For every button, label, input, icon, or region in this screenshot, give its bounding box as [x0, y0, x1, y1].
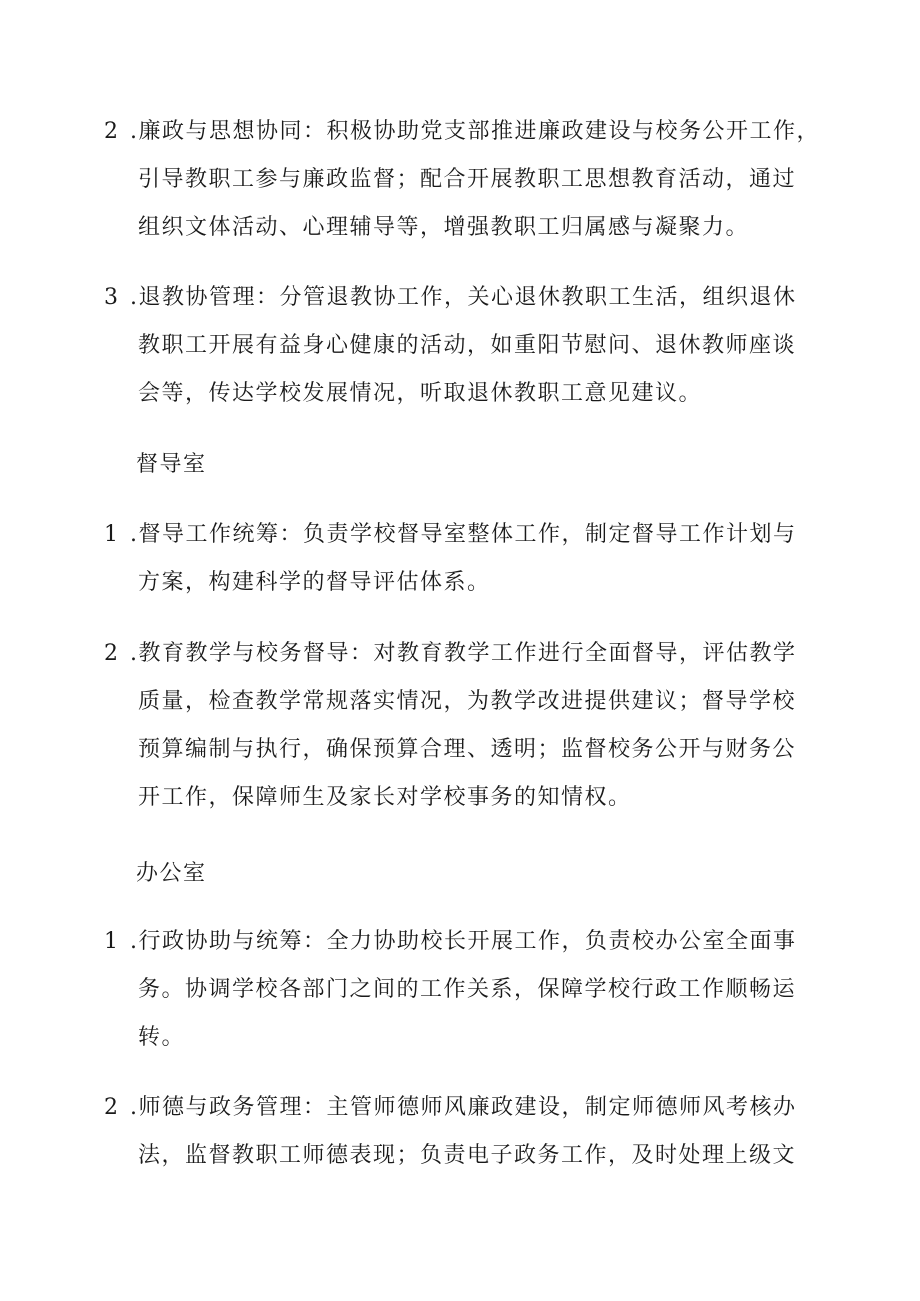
paragraph-line: 法，监督教职工师德表现；负责电子政务工作，及时处理上级文: [138, 1143, 797, 1168]
paragraph-line: 预算编制与执行，确保预算合理、透明；监督校务公开与财务公: [138, 737, 797, 762]
section-heading-dudao: 督导室: [136, 452, 207, 477]
section-heading-bangong: 办公室: [136, 861, 207, 886]
paragraph-line: 组织文体活动、心理辅导等，增强教职工归属感与凝聚力。: [138, 215, 750, 240]
paragraph-line: 会等，传达学校发展情况，听取退休教职工意见建议。: [138, 381, 703, 406]
paragraph-line: 务。协调学校各部门之间的工作关系，保障学校行政工作顺畅运: [138, 977, 797, 1002]
item-number: 1: [104, 522, 120, 547]
paragraph-bangong-2: [104, 1084, 797, 1180]
paragraph-dudao-1: [104, 511, 797, 607]
paragraph-line: 开工作，保障师生及家长对学校事务的知情权。: [138, 785, 632, 810]
item-number: 2: [104, 119, 120, 144]
paragraph-line: .师德与政务管理：主管师德师风廉政建设，制定师德师风考核办: [130, 1095, 797, 1120]
paragraph-line: 质量，检查教学常规落实情况，为教学改进提供建议；督导学校: [138, 689, 797, 714]
item-number: 3: [104, 285, 120, 310]
item-number: 2: [104, 1095, 120, 1120]
paragraph-line: .廉政与思想协同：积极协助党支部推进廉政建设与校务公开工作，: [130, 119, 820, 144]
paragraph-bangong-1: [104, 918, 797, 1062]
paragraph-tuijiao: [104, 274, 797, 418]
paragraph-line: 方案，构建科学的督导评估体系。: [138, 570, 491, 595]
paragraph-line: 教职工开展有益身心健康的活动，如重阳节慰问、退休教师座谈: [138, 333, 797, 358]
paragraph-line: .督导工作统筹：负责学校督导室整体工作，制定督导工作计划与: [130, 522, 797, 547]
paragraph-line: 引导教职工参与廉政监督；配合开展教职工思想教育活动，通过: [138, 167, 797, 192]
paragraph-line: .退教协管理：分管退教协工作，关心退休教职工生活，组织退休: [130, 285, 797, 310]
paragraph-lianzheng: [104, 108, 820, 252]
paragraph-line: 转。: [138, 1025, 186, 1050]
paragraph-line: .行政协助与统筹：全力协助校长开展工作，负责校办公室全面事: [130, 929, 797, 954]
item-number: 1: [104, 929, 120, 954]
paragraph-dudao-2: [104, 630, 797, 822]
paragraph-line: .教育教学与校务督导：对教育教学工作进行全面督导，评估教学: [130, 641, 797, 666]
item-number: 2: [104, 641, 120, 666]
